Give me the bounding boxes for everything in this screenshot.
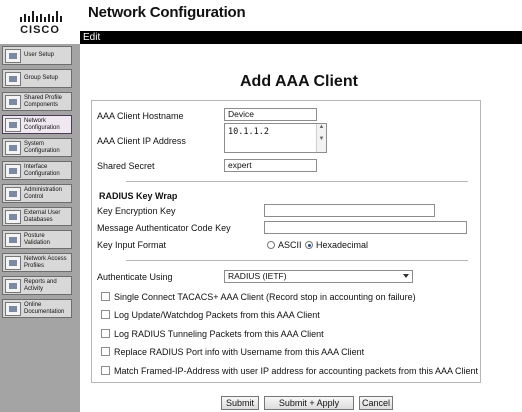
sidebar-item-reports-and-activity[interactable] [2,276,72,295]
posture-icon [5,233,21,247]
edit-bar [80,31,522,44]
match-framed-ip-checkbox[interactable] [101,366,110,375]
log-tunneling-label: Log RADIUS Tunneling Packets from this AAA Client [114,329,324,339]
single-connect-label: Single Connect TACACS+ AAA Client (Record stop in accounting on failure) [114,292,416,302]
sidebar-item-network-configuration[interactable] [2,115,72,134]
sidebar-item-interface-configuration[interactable] [2,161,72,180]
submit-apply-button[interactable]: Submit + Apply [264,396,354,410]
admin-control-icon [5,187,21,201]
submit-button[interactable]: Submit [221,396,259,410]
textarea-scrollbar[interactable]: ▲ ▼ [316,124,326,152]
hexadecimal-radio[interactable] [305,241,313,249]
encryption-key-label: Key Encryption Key [97,206,176,216]
sidebar-item-group-setup[interactable] [2,69,72,88]
sidebar [0,44,80,412]
authenticate-using-select[interactable] [224,270,413,283]
sidebar-item-label: Shared Profile Components [24,95,63,108]
sidebar-item-label: System Configuration [24,141,60,154]
sidebar-item-online-documentation[interactable] [2,299,72,318]
ip-address-value: 10.1.1.2 [228,127,269,137]
sidebar-item-shared-profile[interactable] [2,92,72,111]
chevron-down-icon [403,274,409,278]
system-config-icon [5,141,21,155]
match-framed-ip-label: Match Framed-IP-Address with user IP address for accounting packets from this AAA Client [114,366,478,376]
cancel-button[interactable]: Cancel [359,396,393,410]
key-wrap-title: RADIUS Key Wrap [99,191,178,201]
shared-profile-icon [5,95,21,109]
log-watchdog-checkbox[interactable] [101,310,110,319]
edit-label: Edit [83,32,101,43]
replace-port-label: Replace RADIUS Port info with Username from this AAA Client [114,347,365,357]
form-heading: Add AAA Client [240,73,358,90]
shared-secret-label: Shared Secret [97,161,155,171]
encryption-key-input[interactable] [264,204,435,217]
group-setup-icon [5,72,21,86]
sidebar-item-administration-control[interactable] [2,184,72,203]
hostname-input[interactable]: Device [224,108,317,121]
docs-icon [5,302,21,316]
authenticate-using-value: RADIUS (IETF) [228,271,287,281]
external-db-icon [5,210,21,224]
cisco-bars-icon [19,10,63,24]
sidebar-item-label: Administration Control [24,187,63,200]
sidebar-item-label: External User Databases [24,210,61,223]
divider [126,181,468,182]
ip-address-textarea[interactable] [224,123,327,153]
hostname-label: AAA Client Hostname [97,111,184,121]
authenticate-using-label: Authenticate Using [97,272,173,282]
sidebar-item-label: Group Setup [24,75,59,82]
network-access-icon [5,256,21,270]
divider [126,260,468,261]
network-config-icon [5,118,21,132]
sidebar-item-label: Network Access Profiles [24,256,67,269]
sidebar-item-posture-validation[interactable] [2,230,72,249]
page-title: Network Configuration [88,4,246,21]
ascii-radio[interactable] [267,241,275,249]
sidebar-item-label: Network Configuration [24,118,60,131]
authenticator-key-label: Message Authenticator Code Key [97,223,231,233]
sidebar-item-label: Reports and Activity [24,279,57,292]
sidebar-item-network-access-profiles[interactable] [2,253,72,272]
cisco-logo [0,0,80,44]
replace-port-checkbox[interactable] [101,347,110,356]
sidebar-item-system-configuration[interactable] [2,138,72,157]
reports-icon [5,279,21,293]
shared-secret-input[interactable]: expert [224,159,317,172]
log-watchdog-label: Log Update/Watchdog Packets from this AAA Client [114,310,320,320]
ip-address-label: AAA Client IP Address [97,136,186,146]
log-tunneling-checkbox[interactable] [101,329,110,338]
sidebar-item-external-user-databases[interactable] [2,207,72,226]
sidebar-item-label: User Setup [24,52,55,59]
sidebar-item-user-setup[interactable] [2,46,72,65]
brand-name: CISCO [20,24,60,36]
ascii-radio-label: ASCII [278,240,302,250]
sidebar-item-label: Posture Validation [24,233,50,246]
sidebar-item-label: Online Documentation [24,302,65,315]
interface-config-icon [5,164,21,178]
hexadecimal-radio-label: Hexadecimal [316,240,369,250]
key-input-format-label: Key Input Format [97,240,167,250]
authenticator-key-input[interactable] [264,221,467,234]
single-connect-checkbox[interactable] [101,292,110,301]
user-setup-icon [5,49,21,63]
sidebar-item-label: Interface Configuration [24,164,60,177]
